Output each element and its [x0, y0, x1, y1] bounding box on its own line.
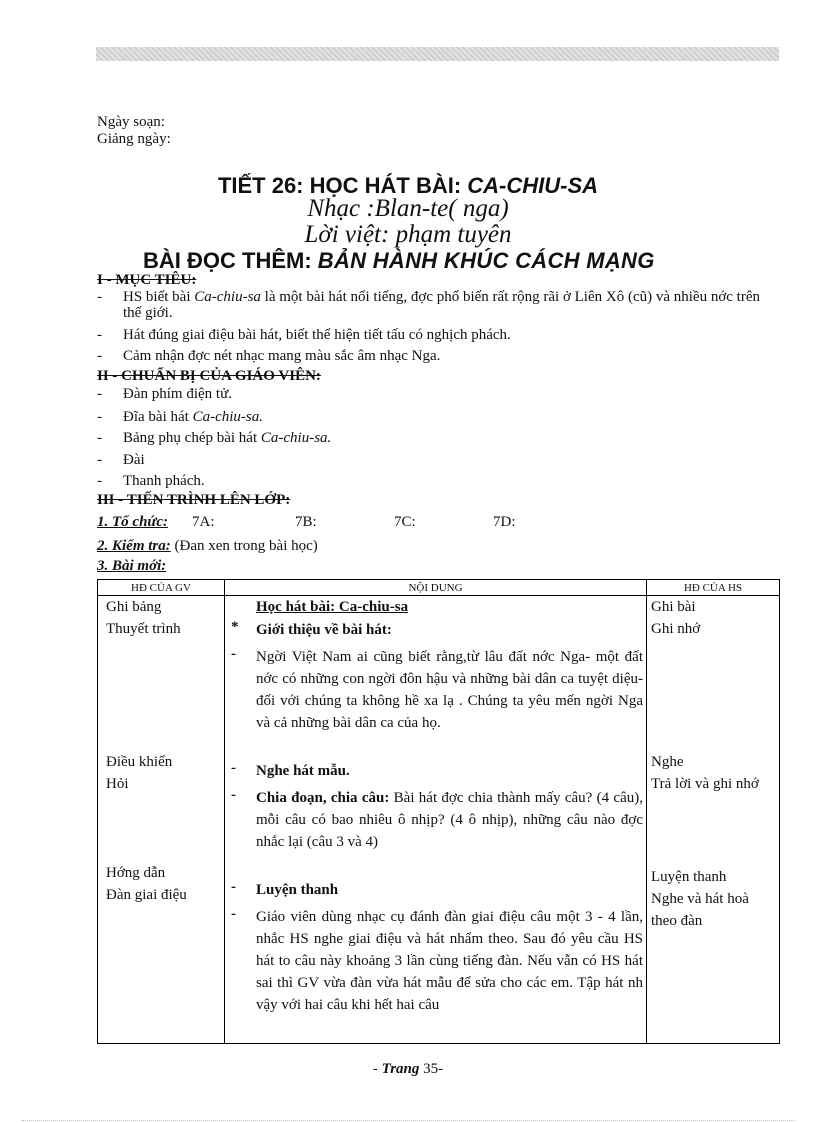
- hs-luyen-thanh: Luyện thanh: [651, 869, 727, 885]
- p4-marker: -: [231, 879, 236, 895]
- header-hs: HĐ CỦA HS: [683, 582, 743, 594]
- gv-huong-dan: Hớng dẫn: [106, 865, 166, 881]
- class-7b: 7B:: [295, 514, 317, 530]
- music-credit: Nhạc :Blan-te( nga): [307, 195, 509, 222]
- content-intro: [231, 619, 643, 641]
- reading-prefix: BÀI ĐỌC THÊM:: [143, 248, 318, 273]
- objective-text-1a: HS biết bài: [123, 289, 195, 305]
- section1-heading: I - MỤC TIÊU:: [97, 272, 197, 288]
- prep-item-5: - Thanh phách.: [97, 473, 782, 489]
- hs-ghi-bai: Ghi bài: [651, 599, 696, 615]
- prep-song-2: Ca-chiu-sa.: [192, 409, 263, 425]
- objective-text-1b: là một bài hát nổi tiếng, đợc phổ biến rất rộng rãi ở Liên Xô (cũ) và nhiều nớc trên thế giới.: [123, 289, 760, 321]
- check-text: (Đan xen trong bài học): [170, 538, 318, 554]
- prep-item-3: - Bảng phụ chép bài hát Ca-chiu-sa.: [97, 430, 332, 446]
- content-para-5: [231, 906, 643, 1016]
- prep-text-4: Đài: [123, 452, 145, 468]
- objective-item-3: - Cảm nhận đợc nét nhạc mang màu sắc âm nhạc Nga.: [97, 348, 782, 364]
- section2-heading: II - CHUẨN BỊ CỦA GIÁO VIÊN:: [97, 368, 321, 384]
- new-lesson-label: 3. Bài mới:: [97, 558, 167, 574]
- prep-item-4: - Đài: [97, 452, 782, 468]
- intro-heading: Giới thiệu về bài hát:: [256, 622, 392, 638]
- prep-text-5: Thanh phách.: [123, 473, 205, 489]
- prep-text-2: Đĩa bài hát: [123, 409, 193, 425]
- p1-marker: -: [231, 646, 236, 662]
- p2-marker: -: [231, 760, 236, 776]
- org-label: 1. Tổ chức:: [97, 514, 169, 530]
- prep-item-2: - Đĩa bài hát Ca-chiu-sa.: [97, 409, 263, 425]
- p1-text: Ngời Việt Nam ai cũng biết rằng,từ lâu đất nớc Nga- một đất nớc có những con ngời đôn hậu và những bài dân ca tuyệt diệu- đối với chúng ta không hề xa lạ . Chúng ta yêu mến ngời Nga và cả những bài dân ca của họ.: [256, 649, 643, 731]
- song-name: CA-CHIU-SA: [467, 173, 599, 198]
- lesson-table: [97, 579, 780, 1044]
- prep-text-3: Bảng phụ chép bài hát: [123, 430, 261, 446]
- p4-bold: Luyện thanh: [256, 882, 339, 898]
- p5-text: Giáo viên dùng nhạc cụ đánh đàn giai điệu câu một 3 - 4 lần, nhắc HS nghe giai điệu và hát nhẩm theo. Sau đó yêu cầu HS hát to câu này khoảng 3 lần cùng tiếng đàn. Nếu vẫn có HS hát sai thì GV vừa đàn vừa hát mẫu để sửa cho các em. Tập hát nh vậy với hai câu khi hết hai câu: [256, 909, 643, 1013]
- prep-item-1: - Đàn phím điện tử.: [97, 386, 782, 402]
- p2-bold: Nghe hát mẫu.: [256, 763, 350, 779]
- content-title: Học hát bài: Ca-chiu-sa: [256, 599, 409, 615]
- intro-marker: *: [231, 619, 239, 635]
- class-7c: 7C:: [394, 514, 416, 530]
- class-7a: 7A:: [192, 514, 215, 530]
- gv-dan-giai-dieu: Đàn giai điệu: [106, 887, 187, 903]
- gv-ghi-bang: Ghi bảng: [106, 599, 162, 615]
- p3-marker: -: [231, 787, 236, 803]
- footer-page: 35-: [419, 1061, 444, 1077]
- content-para-2: [231, 760, 643, 782]
- check-row: [97, 538, 318, 554]
- objective-item-2: - Hát đúng giai điệu bài hát, biết thể hiện tiết tấu có nghịch phách.: [97, 327, 782, 343]
- header-bar: [96, 47, 779, 61]
- header-gv: HĐ CỦA GV: [131, 582, 191, 594]
- footer-label: Trang: [381, 1061, 420, 1077]
- objective-text-3: Cảm nhận đợc nét nhạc mang màu sắc âm nhạc Nga.: [123, 348, 441, 364]
- ngay-soan: Ngày soạn:: [97, 114, 165, 130]
- footer-prefix: -: [372, 1061, 382, 1077]
- hs-ghi-nho: Ghi nhớ: [651, 621, 701, 637]
- section3-heading: III - TIẾN TRÌNH LÊN LỚP:: [97, 492, 291, 508]
- p3-text: Bài hát đợc chia thành mấy câu? (4 câu), mỗi câu có bao nhiêu ô nhịp? (4 ô nhịp), những câu nào đợc nhắc lại (câu 3 và 4): [256, 790, 643, 850]
- page-footer: [0, 1060, 816, 1078]
- content-para-3: [231, 787, 643, 853]
- bottom-dotted-line: [22, 1120, 794, 1121]
- objective-song-1: Ca-chiu-sa: [194, 289, 261, 305]
- header-content: NỘI DUNG: [408, 582, 463, 594]
- reading-title: [143, 248, 655, 274]
- gv-dieu-khien: Điều khiển: [106, 754, 173, 770]
- prep-text-1: Đàn phím điện tử.: [123, 386, 232, 402]
- class-7d: 7D:: [493, 514, 516, 530]
- p5-marker: -: [231, 906, 236, 922]
- content-para-4: [231, 879, 643, 901]
- gv-hoi: Hỏi: [106, 776, 129, 792]
- lesson-prefix: TIẾT 26: HỌC HÁT BÀI:: [217, 173, 468, 198]
- p3-bold: Chia đoạn, chia câu:: [256, 790, 390, 806]
- hs-nghe: Nghe: [651, 754, 684, 770]
- prep-song-3: Ca-chiu-sa.: [260, 430, 332, 446]
- check-label: 2. Kiểm tra:: [97, 538, 171, 554]
- reading-song: BẢN HÀNH KHÚC CÁCH MẠNG: [317, 248, 655, 273]
- hs-nghe-hat: Nghe và hát hoà theo đàn: [651, 891, 749, 929]
- gv-thuyet-trinh: Thuyết trình: [106, 621, 181, 637]
- organization-row: [97, 514, 617, 530]
- lyrics-credit: Lời việt: phạm tuyên: [304, 221, 512, 248]
- content-para-1: [231, 646, 643, 734]
- hs-tra-loi: Trả lời và ghi nhớ: [651, 776, 759, 792]
- objective-item-1: - HS biết bài Ca-chiu-sa là một bài hát nổi tiếng, đợc phổ biến rất rộng rãi ở Liên Xô (cũ) và nhiều nớc trên thế giới.: [97, 289, 760, 321]
- giang-ngay: Giảng ngày:: [97, 131, 171, 147]
- objective-text-2: Hát đúng giai điệu bài hát, biết thể hiện tiết tấu có nghịch phách.: [123, 327, 511, 343]
